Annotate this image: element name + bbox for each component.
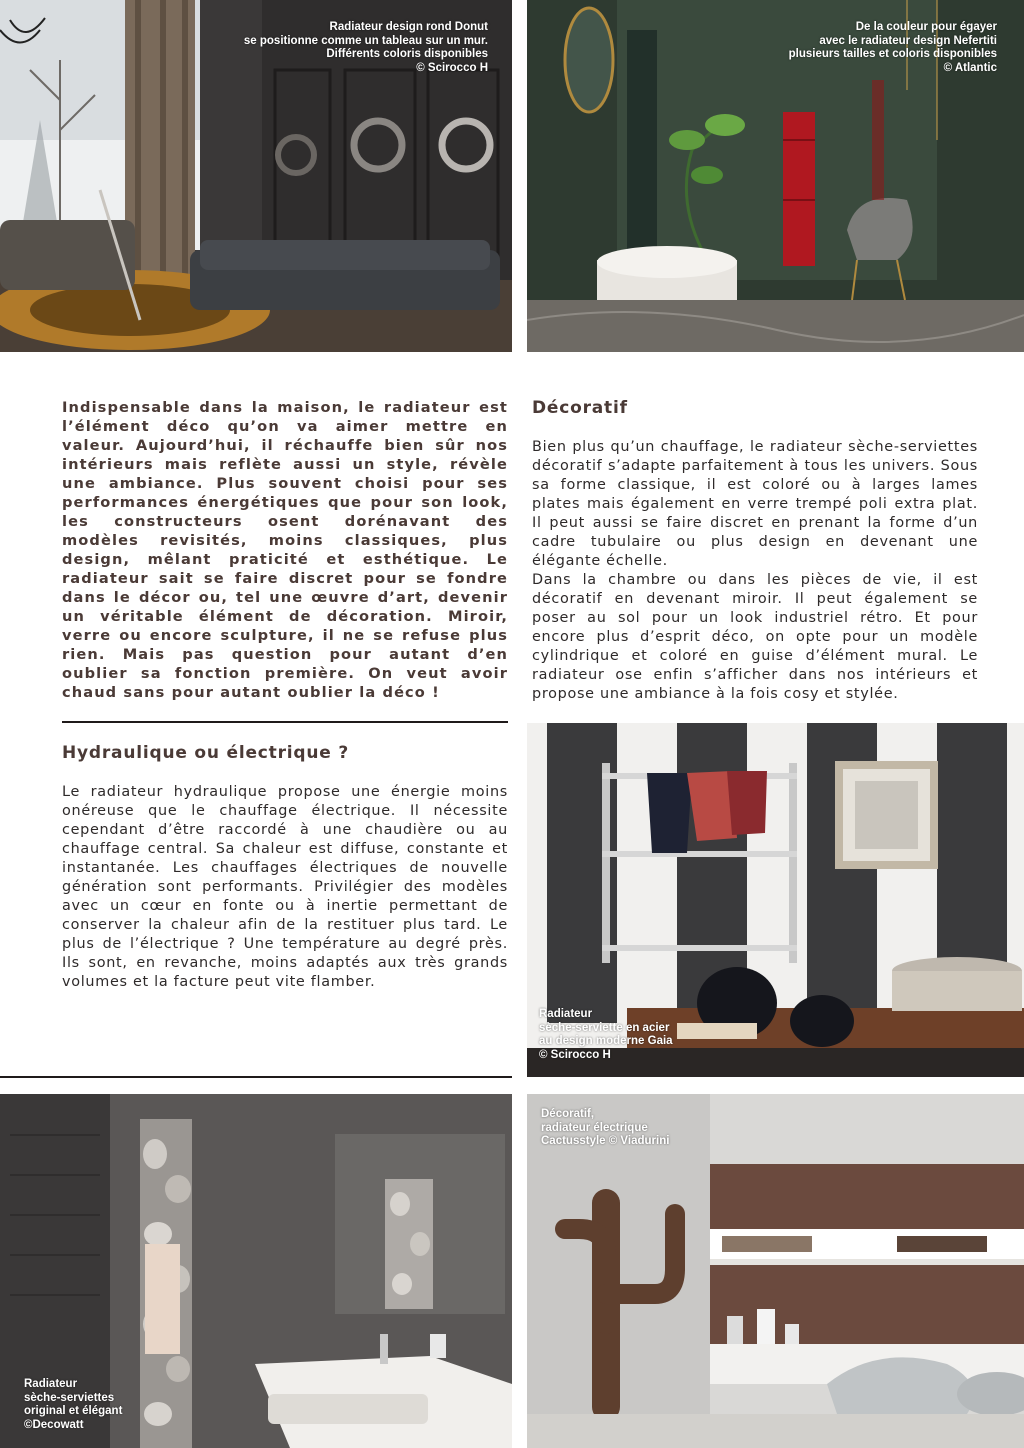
section-title-decoratif: Décoratif xyxy=(532,398,628,418)
decoratif-paragraph: Bien plus qu’un chauffage, le radiateur sèche-serviettes décoratif s’adapte parfaitement à tous les univers. Sous sa forme classique, il est coloré ou à larges lames plates mais également en verre trempé poli extra plat. Il peut aussi se faire discret en prenant la forme d’un cadre tubulaire ou plus design en devenant une élégante échelle. xyxy=(532,439,978,569)
caption-line: sèche-serviettes xyxy=(24,1391,115,1404)
caption-line: © Scirocco H xyxy=(416,61,488,74)
photo-decowatt-radiator xyxy=(0,1094,512,1448)
caption-line: avec le radiateur design Nefertiti xyxy=(819,34,997,47)
caption-line: radiateur électrique xyxy=(541,1121,648,1134)
caption-line: © Atlantic xyxy=(943,61,997,74)
decoratif-body xyxy=(532,438,978,704)
photo-gaia-radiator xyxy=(527,723,1024,1077)
caption-line: Différents coloris disponibles xyxy=(326,48,488,60)
caption-line: De la couleur pour égayer xyxy=(855,21,997,33)
hydraulique-paragraph: Le radiateur hydraulique propose une énergie moins onéreuse que le chauffage électrique. Il nécessite cependant d’être raccordé à une chaudière ou au chauffage central. Sa chaleur est diffuse, constante et instantanée. Les chauffages électriques de nouvelle génération sont performants. Privilégier des modèles avec un cœur en fonte ou à inertie permettant de conserver la chaleur afin de la restituer plus tard. Le plus de l’électrique ? Une température au degré près. Ils sont, en revanche, moins adaptés aux très grands volumes et la facture peut vite flamber. xyxy=(62,784,508,990)
caption-line: Radiateur design rond Donut xyxy=(329,21,488,33)
photo-donut-radiator xyxy=(0,0,512,352)
decoratif-paragraph: Dans la chambre ou dans les pièces de vie, il est décoratif en devenant miroir. Il peut également se poser au sol pour un look industriel rétro. Et pour encore plus d’esprit déco, on opte pour un modèle cylindrique et coloré en guise d’élément mural. Le radiateur ose enfin s’afficher dans nos intérieurs et propose une ambiance à la fois cosy et stylée. xyxy=(532,572,978,702)
intro-paragraph: Indispensable dans la maison, le radiateur est l’élément déco qu’on va aimer mettre en valeur. Aujourd’hui, il réchauffe bien sûr nos intérieurs mais reflète aussi un style, révèle une ambiance. Plus souvent choisi pour ses performances énergétiques que pour son look, les constructeurs osent dorénavant des modèles revisités, moins classiques, plus design, mêlant praticité et esthétique. Le radiateur sait se faire discret pour se fondre dans le décor ou, tel une œuvre d’art, devenir un véritable élément de décoration. Miroir, verre ou encore sculpture, il ne se refuse plus rien. Mais pas question pour autant d’en oublier sa fonction première. On veut avoir chaud sans pour autant oublier la déco ! xyxy=(62,399,508,701)
caption-line: plusieurs tailles et coloris disponibles xyxy=(788,48,997,60)
caption-cactus xyxy=(541,1108,669,1149)
caption-line: au design moderne Gaia xyxy=(539,1035,673,1047)
caption-donut xyxy=(244,21,488,75)
caption-line: Décoratif, xyxy=(541,1108,595,1120)
caption-line: Cactusstyle © Viadurini xyxy=(541,1135,670,1147)
caption-line: Radiateur xyxy=(539,1008,593,1020)
caption-nefertiti xyxy=(789,21,997,75)
caption-line: Radiateur xyxy=(24,1378,78,1390)
caption-decowatt xyxy=(24,1378,122,1432)
section-title-hydraulique: Hydraulique ou électrique ? xyxy=(62,743,349,763)
caption-line: original et élégant xyxy=(24,1405,123,1417)
caption-line: sèche-serviette en acier xyxy=(539,1021,670,1034)
caption-line: se positionne comme un tableau sur un mur. xyxy=(243,34,488,47)
photo-cactus-radiator xyxy=(527,1094,1024,1448)
caption-line: © Scirocco H xyxy=(539,1048,611,1061)
section-divider xyxy=(62,721,508,723)
hydraulique-body xyxy=(62,783,508,992)
caption-line: ©Decowatt xyxy=(24,1418,84,1431)
photo-nefertiti-radiator xyxy=(527,0,1024,352)
bottom-divider xyxy=(0,1076,512,1078)
caption-gaia xyxy=(539,1008,673,1062)
